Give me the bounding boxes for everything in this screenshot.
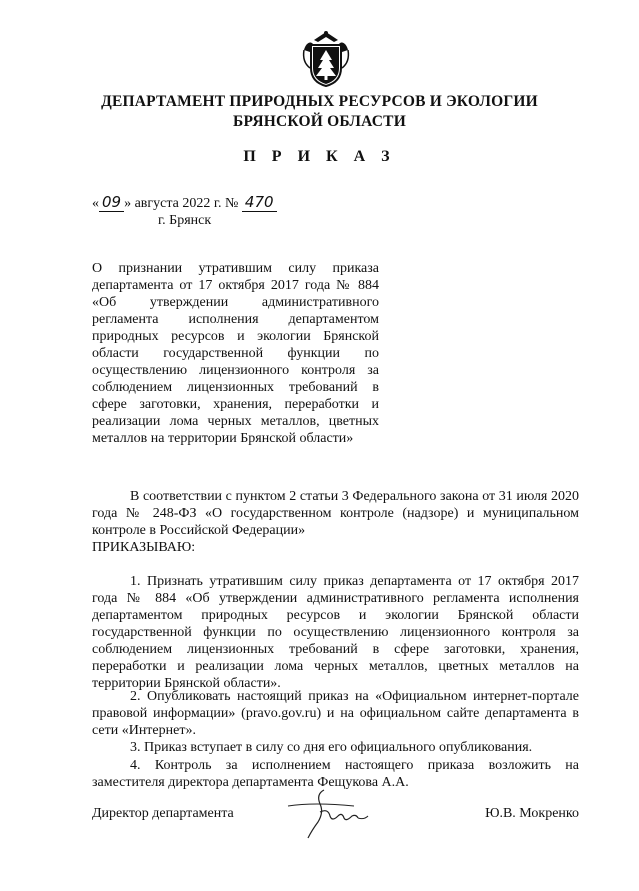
- document-title: П Р И К А З: [243, 148, 396, 165]
- item-4-paragraph: 4. Контроль за исполнением настоящего приказа возложить на заместителя директора департамента Фещукова А.А.: [92, 758, 579, 790]
- item-1-paragraph: 1. Признать утратившим силу приказ департамента от 17 октября 2017 года № 884 «Об утверждении административного регламента исполнения департаментом природных ресурсов и экологии Брянской области государственной функции по осуществлению лицензионного контроля за соблюдением лицензионных требований в сфере заготовки, хранения, переработки и реализации лома черных металлов, цветных металлов на территории Брянской области».: [92, 574, 579, 691]
- organization-name-line2: БРЯНСКОЙ ОБЛАСТИ: [233, 113, 406, 130]
- signatory-position: Директор департамента: [92, 806, 234, 821]
- organization-name-line1: ДЕПАРТАМЕНТ ПРИРОДНЫХ РЕСУРСОВ И ЭКОЛОГИИ: [101, 93, 538, 110]
- city: г. Брянск: [158, 213, 212, 228]
- order-subject: О признании утратившим силу приказа департамента от 17 октября 2017 года № 884 «Об утверждении административного регламента исполнения департаментом природных ресурсов и экологии Брянской области государственной функции по осуществлению лицензионного контроля за соблюдением лицензионных требований в сфере заготовки, хранения, переработки и реализации лома черных металлов, цветных металлов на территории Брянской области»: [92, 261, 379, 446]
- date-rest: » августа 2022 г. №: [124, 196, 239, 211]
- item-2-paragraph: 2. Опубликовать настоящий приказ на «Официальном интернет-портале правовой информации» (pravo.gov.ru) и на официальном сайте департамента в сети «Интернет».: [92, 689, 579, 738]
- order-word: ПРИКАЗЫВАЮ:: [92, 540, 196, 555]
- signature-image: [284, 782, 384, 844]
- preamble-paragraph: В соответствии с пунктом 2 статьи 3 Федерального закона от 31 июля 2020 года № 248-ФЗ «О государственном контроле (надзоре) и муниципальном контроле в Российской Федерации»: [92, 489, 579, 538]
- date-open-quote: «: [92, 196, 99, 211]
- signatory-name: Ю.В. Мокренко: [485, 806, 579, 821]
- order-number: 470: [242, 193, 277, 212]
- coat-of-arms-icon: [296, 28, 356, 88]
- date-number-line: [92, 193, 277, 212]
- item-3-paragraph: 3. Приказ вступает в силу со дня его официального опубликования.: [130, 740, 533, 755]
- date-day: 09: [99, 193, 124, 212]
